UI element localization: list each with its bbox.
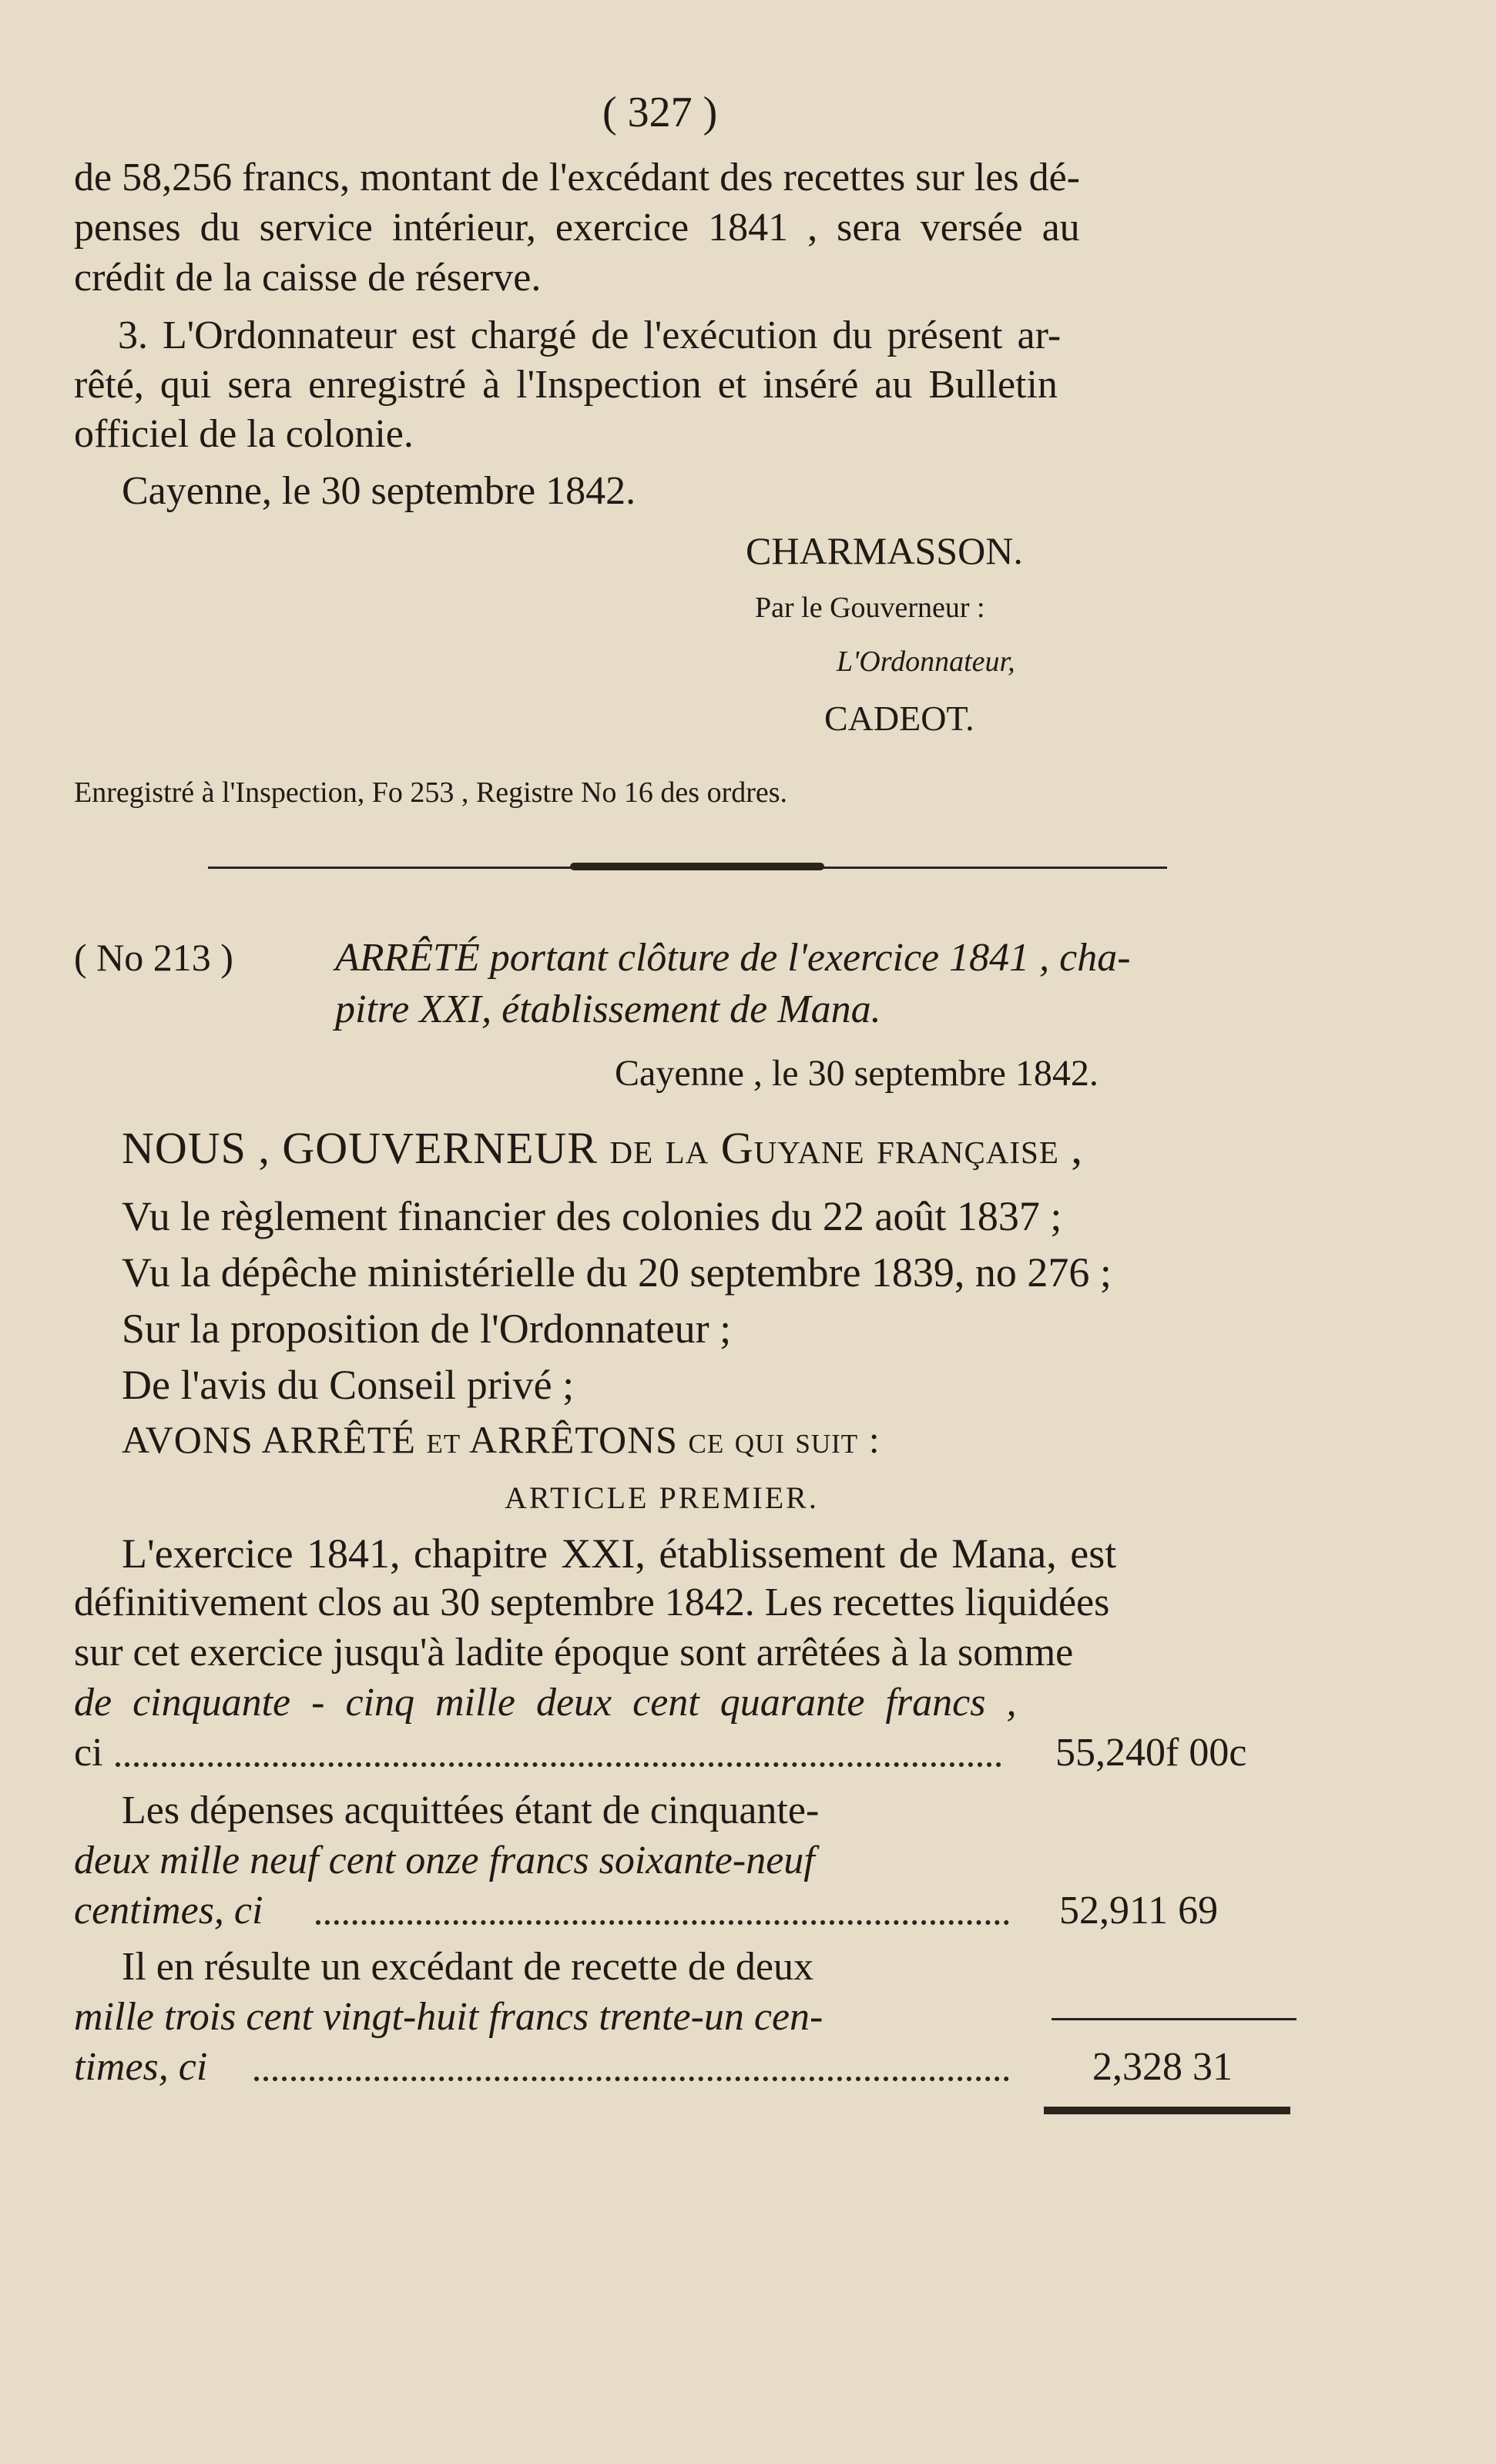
excedent-line-1: Il en résulte un excédant de recette de deux bbox=[122, 1945, 813, 1989]
article-body-3: sur cet exercice jusqu'à ladite époque sont arrêtées à la somme bbox=[74, 1631, 1074, 1675]
countersigner-name: CADEOT. bbox=[824, 699, 974, 738]
recettes-ci: ci bbox=[74, 1731, 103, 1775]
depenses-line-2: deux mille neuf cent onze francs soixante-neuf bbox=[74, 1839, 815, 1882]
recettes-leader-dots bbox=[116, 1762, 1001, 1767]
article-3-line-1: 3. L'Ordonnateur est chargé de l'exécution du présent ar- bbox=[118, 313, 1062, 357]
par-le-gouverneur: Par le Gouverneur : bbox=[755, 592, 985, 624]
intro-line-2: penses du service intérieur, exercice 1841 , sera versée au bbox=[74, 206, 1080, 250]
decree-date: Cayenne , le 30 septembre 1842. bbox=[615, 1053, 1099, 1094]
depenses-amount: 52,911 69 bbox=[1059, 1889, 1219, 1933]
vu-line-4: De l'avis du Conseil privé ; bbox=[122, 1362, 575, 1408]
subtotal-rule bbox=[1052, 2018, 1296, 2020]
intro-date: Cayenne, le 30 septembre 1842. bbox=[122, 469, 636, 513]
excedent-line-3: times, ci bbox=[74, 2045, 208, 2089]
total-rule bbox=[1044, 2107, 1290, 2114]
page-number: ( 327 ) bbox=[602, 89, 718, 136]
vu-line-1: Vu le règlement financier des colonies du 22 août 1837 ; bbox=[122, 1193, 1062, 1239]
registration-note: Enregistré à l'Inspection, Fo 253 , Registre No 16 des ordres. bbox=[74, 776, 788, 809]
vu-line-3: Sur la proposition de l'Ordonnateur ; bbox=[122, 1306, 732, 1352]
excedent-amount: 2,328 31 bbox=[1092, 2045, 1233, 2089]
decree-title-1: ARRÊTÉ portant clôture de l'exercice 1841 , cha- bbox=[335, 936, 1131, 980]
depenses-line-3: centimes, ci bbox=[74, 1889, 263, 1933]
article-heading: ARTICLE PREMIER. bbox=[505, 1480, 819, 1515]
intro-line-3: crédit de la caisse de réserve. bbox=[74, 256, 542, 300]
depenses-line-1: Les dépenses acquittées étant de cinquante- bbox=[122, 1788, 820, 1832]
excedent-line-2: mille trois cent vingt-huit francs trente-un cen- bbox=[74, 1995, 823, 2039]
intro-line-1: de 58,256 francs, montant de l'excédant des recettes sur les dé- bbox=[74, 156, 1080, 199]
article-body-1: L'exercice 1841, chapitre XXI, établissement de Mana, est bbox=[122, 1530, 1117, 1577]
article-body-2: définitivement clos au 30 septembre 1842. Les recettes liquidées bbox=[74, 1581, 1110, 1624]
recettes-sum-text: de cinquante - cinq mille deux cent quarante francs , bbox=[74, 1681, 1017, 1725]
signer-name: CHARMASSON. bbox=[746, 529, 1023, 572]
ordonnateur-role: L'Ordonnateur, bbox=[837, 645, 1015, 678]
recettes-amount: 55,240f 00c bbox=[1055, 1731, 1247, 1775]
excedent-leader-dots bbox=[254, 2077, 1009, 2081]
avons-line: AVONS ARRÊTÉ et ARRÊTONS ce qui suit : bbox=[122, 1418, 880, 1461]
separator-ornament bbox=[570, 863, 824, 870]
vu-line-2: Vu la dépêche ministérielle du 20 septembre 1839, no 276 ; bbox=[122, 1249, 1112, 1296]
decree-number: ( No 213 ) bbox=[74, 936, 233, 979]
depenses-leader-dots bbox=[316, 1920, 1009, 1925]
article-3-line-3: officiel de la colonie. bbox=[74, 412, 414, 456]
article-3-line-2: rêté, qui sera enregistré à l'Inspection et inséré au Bulletin bbox=[74, 363, 1058, 407]
decree-title-2: pitre XXI, établissement de Mana. bbox=[335, 987, 881, 1031]
preamble: NOUS , GOUVERNEUR de la Guyane française , bbox=[122, 1123, 1083, 1173]
recettes-sum-line bbox=[74, 1683, 1016, 1723]
